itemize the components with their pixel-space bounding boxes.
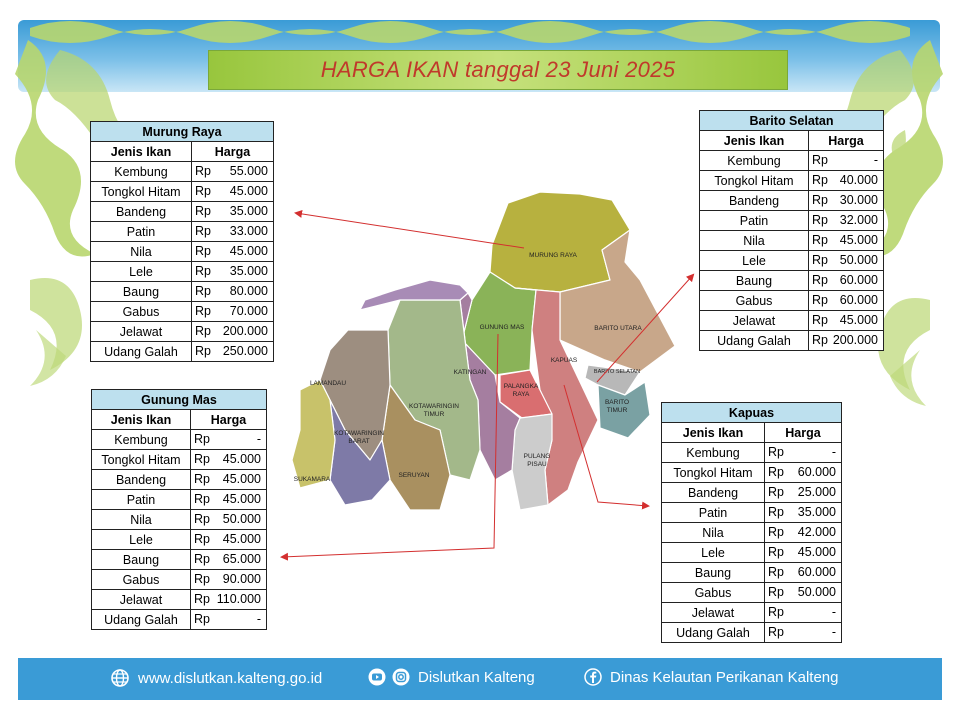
fish-name-cell: Gabus <box>700 291 809 311</box>
currency-label: Rp <box>195 264 211 278</box>
map-label-barito-selatan: BARITO SELATAN <box>593 369 641 375</box>
price-value: 200.000 <box>832 333 878 347</box>
fish-name-cell: Baung <box>91 282 192 302</box>
youtube-icon <box>368 668 386 686</box>
price-value: - <box>256 612 261 626</box>
price-cell <box>192 282 274 302</box>
price-value: 60.000 <box>797 565 836 579</box>
currency-label: Rp <box>195 244 211 258</box>
currency-label: Rp <box>195 224 211 238</box>
currency-label: Rp <box>194 612 210 626</box>
price-cell <box>191 510 267 530</box>
currency-label: Rp <box>768 605 784 619</box>
fish-name-cell: Jelawat <box>91 322 192 342</box>
region-sukamara <box>292 380 335 488</box>
map-label-kotawaringin-timur-1: KOTAWARINGIN <box>409 403 459 410</box>
fish-name-cell: Baung <box>700 271 809 291</box>
table-row <box>700 151 884 171</box>
currency-label: Rp <box>194 472 210 486</box>
table-caption: Barito Selatan <box>700 111 884 131</box>
price-value: 32.000 <box>839 213 878 227</box>
price-value: 70.000 <box>229 304 268 318</box>
currency-label: Rp <box>194 532 210 546</box>
table-row <box>700 231 884 251</box>
table-row <box>662 443 842 463</box>
price-cell <box>809 211 884 231</box>
price-cell <box>809 151 884 171</box>
price-cell <box>765 523 842 543</box>
price-cell <box>809 171 884 191</box>
arrow-murung-raya <box>296 213 524 248</box>
currency-label: Rp <box>194 492 210 506</box>
table-row <box>91 322 274 342</box>
footer-bar <box>18 658 942 700</box>
price-table-gunung-mas <box>91 389 267 630</box>
price-value: 45.000 <box>229 244 268 258</box>
price-cell <box>809 291 884 311</box>
currency-label: Rp <box>194 452 210 466</box>
price-cell <box>765 583 842 603</box>
price-value: 80.000 <box>229 284 268 298</box>
price-cell <box>191 430 267 450</box>
fish-name-cell: Nila <box>700 231 809 251</box>
currency-label: Rp <box>195 344 211 358</box>
table-caption: Kapuas <box>662 403 842 423</box>
map-label-raya: RAYA <box>512 391 530 398</box>
column-header-fish: Jenis Ikan <box>91 142 192 162</box>
price-value: 90.000 <box>222 572 261 586</box>
price-value: 42.000 <box>797 525 836 539</box>
fish-name-cell: Udang Galah <box>700 331 809 351</box>
currency-label: Rp <box>195 284 211 298</box>
price-value: 35.000 <box>229 204 268 218</box>
column-header-price: Harga <box>765 423 842 443</box>
price-table-kapuas <box>661 402 842 643</box>
price-value: 45.000 <box>222 532 261 546</box>
price-value: 45.000 <box>222 452 261 466</box>
table-row <box>92 570 267 590</box>
instagram-icon <box>392 668 410 686</box>
fish-name-cell: Tongkol Hitam <box>91 182 192 202</box>
price-cell <box>765 603 842 623</box>
table-row <box>92 550 267 570</box>
fish-name-cell: Patin <box>91 222 192 242</box>
fish-name-cell: Lele <box>700 251 809 271</box>
price-cell <box>192 322 274 342</box>
table-row <box>700 331 884 351</box>
price-cell <box>765 623 842 643</box>
table-row <box>700 211 884 231</box>
price-cell <box>192 222 274 242</box>
table-row <box>662 503 842 523</box>
website-url: www.dislutkan.kalteng.go.id <box>138 669 323 687</box>
fish-name-cell: Jelawat <box>662 603 765 623</box>
table-row <box>91 182 274 202</box>
currency-label: Rp <box>812 273 828 287</box>
table-row <box>662 483 842 503</box>
currency-label: Rp <box>812 153 828 167</box>
price-value: 50.000 <box>839 253 878 267</box>
price-value: 35.000 <box>797 505 836 519</box>
price-value: 40.000 <box>839 173 878 187</box>
fish-name-cell: Nila <box>92 510 191 530</box>
price-value: - <box>831 445 836 459</box>
table-row <box>91 262 274 282</box>
map-label-murung-raya: MURUNG RAYA <box>529 252 577 259</box>
price-cell <box>192 182 274 202</box>
table-row <box>91 342 274 362</box>
fish-name-cell: Gabus <box>662 583 765 603</box>
fish-name-cell: Tongkol Hitam <box>92 450 191 470</box>
column-header-fish: Jenis Ikan <box>700 131 809 151</box>
fish-name-cell: Jelawat <box>700 311 809 331</box>
table-row <box>92 450 267 470</box>
map-label-barito-utara: BARITO UTARA <box>594 325 642 332</box>
currency-label: Rp <box>812 253 828 267</box>
price-value: 45.000 <box>222 492 261 506</box>
price-cell <box>192 162 274 182</box>
currency-label: Rp <box>195 324 211 338</box>
currency-label: Rp <box>768 485 784 499</box>
currency-label: Rp <box>812 173 828 187</box>
price-cell <box>191 470 267 490</box>
column-header-fish: Jenis Ikan <box>662 423 765 443</box>
table-row <box>662 463 842 483</box>
facebook-page: Dinas Kelautan Perikanan Kalteng <box>610 668 839 686</box>
fish-name-cell: Nila <box>662 523 765 543</box>
currency-label: Rp <box>768 505 784 519</box>
table-caption: Gunung Mas <box>92 390 267 410</box>
map-label-barito: BARITO <box>604 399 630 406</box>
table-row <box>92 510 267 530</box>
map-label-kotawaringin-barat-2: BARAT <box>348 438 370 445</box>
fish-name-cell: Udang Galah <box>92 610 191 630</box>
price-value: 200.000 <box>222 324 268 338</box>
table-row <box>662 563 842 583</box>
price-value: 60.000 <box>797 465 836 479</box>
currency-label: Rp <box>768 525 784 539</box>
table-caption: Murung Raya <box>91 122 274 142</box>
price-value: 35.000 <box>229 264 268 278</box>
price-table-barito-selatan <box>699 110 884 351</box>
footer-website[interactable] <box>110 668 322 688</box>
table-row <box>700 191 884 211</box>
table-row <box>91 282 274 302</box>
price-cell <box>192 202 274 222</box>
price-cell <box>192 342 274 362</box>
price-cell <box>191 610 267 630</box>
price-cell <box>765 483 842 503</box>
currency-label: Rp <box>812 233 828 247</box>
price-value: - <box>256 432 261 446</box>
currency-label: Rp <box>195 184 211 198</box>
social-handle: Dislutkan Kalteng <box>418 668 535 686</box>
currency-label: Rp <box>194 572 210 586</box>
fish-name-cell: Gabus <box>92 570 191 590</box>
currency-label: Rp <box>768 585 784 599</box>
fish-name-cell: Nila <box>91 242 192 262</box>
price-cell <box>192 242 274 262</box>
column-header-price: Harga <box>192 142 274 162</box>
fish-name-cell: Udang Galah <box>91 342 192 362</box>
price-value: 45.000 <box>839 233 878 247</box>
price-value: 55.000 <box>229 164 268 178</box>
map-label-timur: TIMUR <box>606 407 628 414</box>
facebook-icon <box>584 668 602 686</box>
table-row <box>92 470 267 490</box>
table-row <box>700 171 884 191</box>
table-row <box>91 202 274 222</box>
price-cell <box>191 530 267 550</box>
price-value: 60.000 <box>839 293 878 307</box>
fish-name-cell: Lele <box>92 530 191 550</box>
fish-name-cell: Patin <box>662 503 765 523</box>
fish-name-cell: Bandeng <box>92 470 191 490</box>
footer-facebook[interactable] <box>584 668 839 686</box>
currency-label: Rp <box>812 313 828 327</box>
currency-label: Rp <box>195 204 211 218</box>
table-row <box>662 603 842 623</box>
table-row <box>700 291 884 311</box>
map-label-kapuas: KAPUAS <box>550 357 578 364</box>
price-cell <box>809 271 884 291</box>
fish-name-cell: Kembung <box>91 162 192 182</box>
column-header-price: Harga <box>809 131 884 151</box>
price-value: 33.000 <box>229 224 268 238</box>
fish-name-cell: Tongkol Hitam <box>700 171 809 191</box>
currency-label: Rp <box>195 164 211 178</box>
fish-name-cell: Udang Galah <box>662 623 765 643</box>
table-row <box>91 162 274 182</box>
price-cell <box>765 463 842 483</box>
fish-name-cell: Lele <box>91 262 192 282</box>
price-value: 250.000 <box>222 344 268 358</box>
fish-name-cell: Lele <box>662 543 765 563</box>
currency-label: Rp <box>194 512 210 526</box>
map-label-katingan: KATINGAN <box>453 369 487 376</box>
page-title: HARGA IKAN tanggal 23 Juni 2025 <box>320 57 676 82</box>
table-row <box>92 490 267 510</box>
fish-name-cell: Baung <box>92 550 191 570</box>
price-cell <box>192 302 274 322</box>
column-header-fish: Jenis Ikan <box>92 410 191 430</box>
table-row <box>92 530 267 550</box>
price-cell <box>191 550 267 570</box>
price-cell <box>809 191 884 211</box>
price-value: 60.000 <box>839 273 878 287</box>
price-cell <box>192 262 274 282</box>
globe-icon <box>110 668 130 688</box>
price-value: - <box>873 153 878 167</box>
table-row <box>700 271 884 291</box>
price-cell <box>809 331 884 351</box>
fish-name-cell: Kembung <box>92 430 191 450</box>
currency-label: Rp <box>768 545 784 559</box>
fish-name-cell: Kembung <box>700 151 809 171</box>
fish-name-cell: Patin <box>92 490 191 510</box>
currency-label: Rp <box>768 445 784 459</box>
map-label-pulang: PULANG <box>523 453 551 460</box>
fish-name-cell: Tongkol Hitam <box>662 463 765 483</box>
map-label-pisau: PISAU <box>527 461 547 468</box>
table-row <box>700 251 884 271</box>
fish-name-cell: Patin <box>700 211 809 231</box>
table-row <box>662 623 842 643</box>
price-value: 45.000 <box>222 472 261 486</box>
currency-label: Rp <box>768 565 784 579</box>
currency-label: Rp <box>812 333 828 347</box>
price-cell <box>765 443 842 463</box>
price-value: 45.000 <box>229 184 268 198</box>
currency-label: Rp <box>812 213 828 227</box>
price-cell <box>809 311 884 331</box>
map-label-lamandau: LAMANDAU <box>309 380 347 387</box>
table-row <box>91 302 274 322</box>
map-label-kotawaringin-timur-2: TIMUR <box>423 411 445 418</box>
table-row <box>92 590 267 610</box>
table-row <box>91 222 274 242</box>
price-cell <box>809 251 884 271</box>
fish-name-cell: Kembung <box>662 443 765 463</box>
table-row <box>662 583 842 603</box>
price-cell <box>765 563 842 583</box>
price-value: - <box>831 605 836 619</box>
price-value: 45.000 <box>797 545 836 559</box>
fish-name-cell: Baung <box>662 563 765 583</box>
price-value: 45.000 <box>839 313 878 327</box>
table-row <box>662 523 842 543</box>
map-label-kotawaringin-barat-1: KOTAWARINGIN <box>334 430 384 437</box>
price-cell <box>191 590 267 610</box>
price-cell <box>765 543 842 563</box>
price-cell <box>765 503 842 523</box>
map-label-gunung-mas: GUNUNG MAS <box>479 324 525 331</box>
table-row <box>92 430 267 450</box>
price-cell <box>191 450 267 470</box>
table-row <box>91 242 274 262</box>
table-row <box>700 311 884 331</box>
price-cell <box>191 490 267 510</box>
price-table-murung-raya <box>90 121 274 362</box>
table-row <box>662 543 842 563</box>
price-value: 50.000 <box>222 512 261 526</box>
column-header-price: Harga <box>191 410 267 430</box>
currency-label: Rp <box>195 304 211 318</box>
map-label-palangka: PALANGKA <box>503 383 539 390</box>
footer-social[interactable] <box>368 668 535 686</box>
currency-label: Rp <box>194 592 210 606</box>
currency-label: Rp <box>812 293 828 307</box>
map-label-seruyan: SERUYAN <box>398 472 430 479</box>
price-value: 65.000 <box>222 552 261 566</box>
price-value: 30.000 <box>839 193 878 207</box>
price-cell <box>191 570 267 590</box>
price-value: 110.000 <box>216 592 261 606</box>
price-value: - <box>831 625 836 639</box>
map-label-sukamara: SUKAMARA <box>293 476 331 483</box>
price-value: 50.000 <box>797 585 836 599</box>
fish-name-cell: Jelawat <box>92 590 191 610</box>
fish-name-cell: Bandeng <box>91 202 192 222</box>
price-value: 25.000 <box>797 485 836 499</box>
fish-name-cell: Gabus <box>91 302 192 322</box>
currency-label: Rp <box>768 625 784 639</box>
fish-name-cell: Bandeng <box>700 191 809 211</box>
price-cell <box>809 231 884 251</box>
currency-label: Rp <box>768 465 784 479</box>
table-row <box>92 610 267 630</box>
currency-label: Rp <box>194 552 210 566</box>
currency-label: Rp <box>194 432 210 446</box>
currency-label: Rp <box>812 193 828 207</box>
fish-name-cell: Bandeng <box>662 483 765 503</box>
